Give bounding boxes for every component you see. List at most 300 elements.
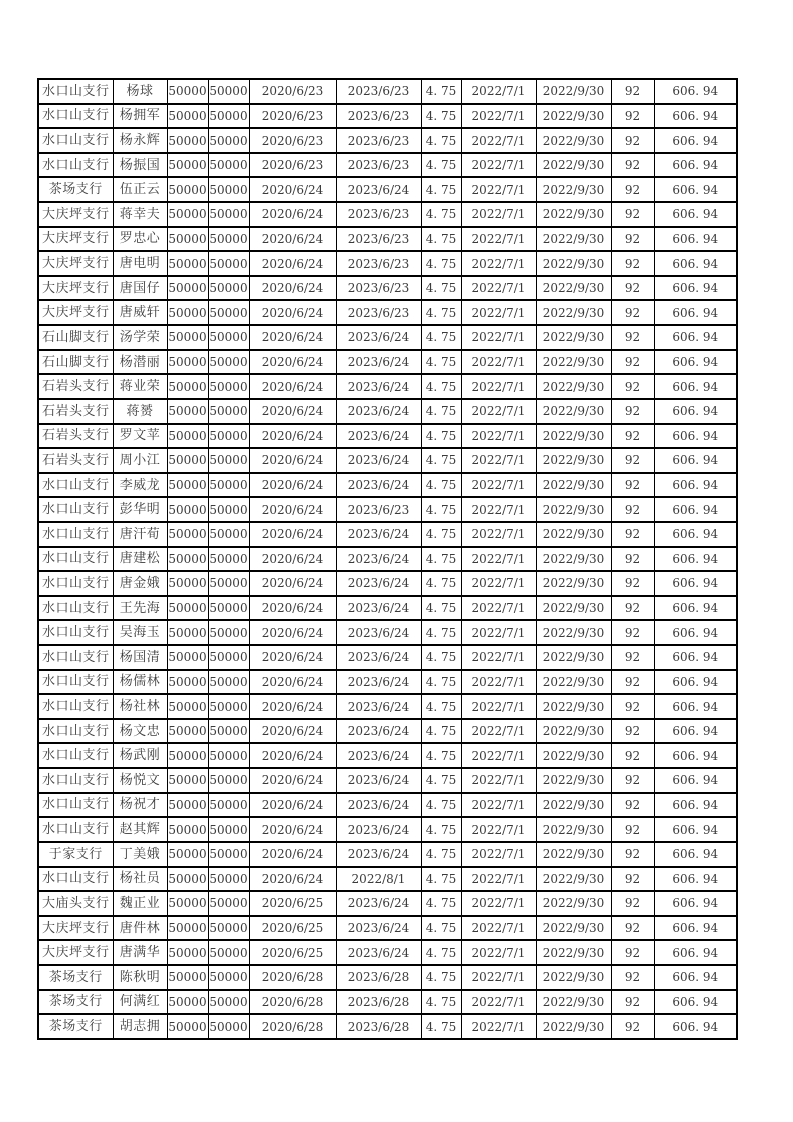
- cell-issue-date: 2020/6/24: [249, 300, 336, 325]
- cell-issue-date: 2020/6/24: [249, 522, 336, 547]
- cell-days: 92: [611, 227, 654, 252]
- cell-name: 杨社林: [113, 694, 167, 719]
- cell-issue-date: 2020/6/23: [249, 153, 336, 178]
- cell-issue-date: 2020/6/28: [249, 990, 336, 1015]
- cell-amount: 50000: [167, 202, 208, 227]
- cell-days: 92: [611, 128, 654, 153]
- cell-interest-start-date: 2022/7/1: [461, 227, 536, 252]
- cell-branch: 大庆坪支行: [38, 251, 113, 276]
- cell-amount: 50000: [167, 128, 208, 153]
- cell-amount: 50000: [167, 743, 208, 768]
- cell-issue-date: 2020/6/24: [249, 202, 336, 227]
- cell-interest: 606. 94: [654, 202, 737, 227]
- cell-interest: 606. 94: [654, 768, 737, 793]
- cell-maturity-date: 2023/6/24: [336, 743, 421, 768]
- cell-days: 92: [611, 990, 654, 1015]
- cell-amount-2: 50000: [208, 300, 249, 325]
- cell-maturity-date: 2023/6/23: [336, 153, 421, 178]
- cell-amount: 50000: [167, 374, 208, 399]
- cell-branch: 石山脚支行: [38, 350, 113, 375]
- table-row: [38, 670, 737, 695]
- cell-name: 丁美娥: [113, 842, 167, 867]
- cell-name: 伍正云: [113, 177, 167, 202]
- cell-issue-date: 2020/6/24: [249, 645, 336, 670]
- cell-name: 杨文忠: [113, 719, 167, 744]
- table-row: [38, 177, 737, 202]
- cell-amount-2: 50000: [208, 694, 249, 719]
- cell-rate: 4. 75: [421, 620, 461, 645]
- cell-name: 周小江: [113, 448, 167, 473]
- cell-days: 92: [611, 768, 654, 793]
- cell-branch: 水口山支行: [38, 743, 113, 768]
- cell-maturity-date: 2023/6/24: [336, 817, 421, 842]
- cell-name: 唐满华: [113, 940, 167, 965]
- table-row: [38, 694, 737, 719]
- cell-amount: 50000: [167, 940, 208, 965]
- cell-amount-2: 50000: [208, 448, 249, 473]
- cell-interest-end-date: 2022/9/30: [536, 571, 611, 596]
- cell-maturity-date: 2023/6/24: [336, 842, 421, 867]
- cell-maturity-date: 2023/6/24: [336, 522, 421, 547]
- cell-rate: 4. 75: [421, 448, 461, 473]
- cell-branch: 大庆坪支行: [38, 300, 113, 325]
- cell-interest-start-date: 2022/7/1: [461, 202, 536, 227]
- cell-interest-end-date: 2022/9/30: [536, 128, 611, 153]
- cell-issue-date: 2020/6/24: [249, 374, 336, 399]
- cell-days: 92: [611, 177, 654, 202]
- cell-amount-2: 50000: [208, 793, 249, 818]
- cell-rate: 4. 75: [421, 473, 461, 498]
- cell-interest-start-date: 2022/7/1: [461, 670, 536, 695]
- cell-amount-2: 50000: [208, 227, 249, 252]
- cell-interest-end-date: 2022/9/30: [536, 153, 611, 178]
- cell-name: 唐金娥: [113, 571, 167, 596]
- table-row: [38, 990, 737, 1015]
- cell-issue-date: 2020/6/24: [249, 177, 336, 202]
- cell-interest: 606. 94: [654, 547, 737, 572]
- cell-issue-date: 2020/6/24: [249, 424, 336, 449]
- cell-interest-start-date: 2022/7/1: [461, 817, 536, 842]
- cell-amount-2: 50000: [208, 522, 249, 547]
- cell-days: 92: [611, 793, 654, 818]
- cell-interest-end-date: 2022/9/30: [536, 768, 611, 793]
- cell-maturity-date: 2023/6/24: [336, 645, 421, 670]
- cell-interest: 606. 94: [654, 104, 737, 129]
- cell-rate: 4. 75: [421, 177, 461, 202]
- cell-interest-end-date: 2022/9/30: [536, 990, 611, 1015]
- cell-maturity-date: 2023/6/24: [336, 374, 421, 399]
- cell-interest-end-date: 2022/9/30: [536, 891, 611, 916]
- cell-branch: 大庆坪支行: [38, 940, 113, 965]
- cell-interest-start-date: 2022/7/1: [461, 571, 536, 596]
- cell-name: 唐建松: [113, 547, 167, 572]
- cell-interest-start-date: 2022/7/1: [461, 768, 536, 793]
- cell-amount-2: 50000: [208, 473, 249, 498]
- cell-interest-start-date: 2022/7/1: [461, 153, 536, 178]
- cell-issue-date: 2020/6/24: [249, 768, 336, 793]
- cell-amount-2: 50000: [208, 424, 249, 449]
- cell-interest-end-date: 2022/9/30: [536, 104, 611, 129]
- cell-issue-date: 2020/6/23: [249, 128, 336, 153]
- cell-interest: 606. 94: [654, 842, 737, 867]
- cell-amount: 50000: [167, 177, 208, 202]
- cell-interest-end-date: 2022/9/30: [536, 522, 611, 547]
- cell-rate: 4. 75: [421, 670, 461, 695]
- cell-interest-start-date: 2022/7/1: [461, 719, 536, 744]
- cell-interest-end-date: 2022/9/30: [536, 79, 611, 104]
- cell-branch: 水口山支行: [38, 571, 113, 596]
- cell-days: 92: [611, 473, 654, 498]
- cell-interest-start-date: 2022/7/1: [461, 374, 536, 399]
- cell-branch: 水口山支行: [38, 867, 113, 892]
- cell-amount: 50000: [167, 916, 208, 941]
- cell-issue-date: 2020/6/24: [249, 719, 336, 744]
- cell-maturity-date: 2023/6/28: [336, 1014, 421, 1039]
- cell-name: 杨社员: [113, 867, 167, 892]
- cell-branch: 石岩头支行: [38, 399, 113, 424]
- table-row: [38, 325, 737, 350]
- cell-interest-start-date: 2022/7/1: [461, 104, 536, 129]
- cell-issue-date: 2020/6/24: [249, 448, 336, 473]
- cell-amount-2: 50000: [208, 916, 249, 941]
- cell-branch: 水口山支行: [38, 128, 113, 153]
- cell-maturity-date: 2023/6/28: [336, 965, 421, 990]
- cell-interest-start-date: 2022/7/1: [461, 620, 536, 645]
- table-row: [38, 300, 737, 325]
- cell-interest-end-date: 2022/9/30: [536, 620, 611, 645]
- cell-rate: 4. 75: [421, 842, 461, 867]
- cell-interest: 606. 94: [654, 424, 737, 449]
- cell-interest-end-date: 2022/9/30: [536, 719, 611, 744]
- cell-issue-date: 2020/6/23: [249, 104, 336, 129]
- cell-issue-date: 2020/6/24: [249, 350, 336, 375]
- cell-amount-2: 50000: [208, 571, 249, 596]
- cell-amount-2: 50000: [208, 350, 249, 375]
- cell-maturity-date: 2023/6/24: [336, 424, 421, 449]
- cell-interest-start-date: 2022/7/1: [461, 399, 536, 424]
- cell-interest: 606. 94: [654, 374, 737, 399]
- cell-amount-2: 50000: [208, 276, 249, 301]
- cell-amount: 50000: [167, 670, 208, 695]
- cell-interest-end-date: 2022/9/30: [536, 965, 611, 990]
- cell-branch: 大庆坪支行: [38, 227, 113, 252]
- cell-amount-2: 50000: [208, 202, 249, 227]
- cell-interest: 606. 94: [654, 276, 737, 301]
- cell-interest: 606. 94: [654, 177, 737, 202]
- cell-name: 杨武刚: [113, 743, 167, 768]
- cell-branch: 茶场支行: [38, 1014, 113, 1039]
- cell-days: 92: [611, 965, 654, 990]
- cell-days: 92: [611, 79, 654, 104]
- cell-days: 92: [611, 202, 654, 227]
- cell-interest-start-date: 2022/7/1: [461, 251, 536, 276]
- table-row: [38, 965, 737, 990]
- cell-interest: 606. 94: [654, 251, 737, 276]
- table-row: [38, 719, 737, 744]
- cell-interest-end-date: 2022/9/30: [536, 743, 611, 768]
- cell-amount: 50000: [167, 497, 208, 522]
- cell-maturity-date: 2023/6/24: [336, 473, 421, 498]
- cell-rate: 4. 75: [421, 104, 461, 129]
- table-row: [38, 374, 737, 399]
- table-row: [38, 497, 737, 522]
- cell-rate: 4. 75: [421, 202, 461, 227]
- cell-interest-start-date: 2022/7/1: [461, 990, 536, 1015]
- cell-issue-date: 2020/6/28: [249, 965, 336, 990]
- cell-interest-end-date: 2022/9/30: [536, 694, 611, 719]
- table-row: [38, 940, 737, 965]
- cell-amount-2: 50000: [208, 670, 249, 695]
- cell-amount: 50000: [167, 448, 208, 473]
- cell-amount-2: 50000: [208, 768, 249, 793]
- cell-interest-start-date: 2022/7/1: [461, 522, 536, 547]
- cell-maturity-date: 2023/6/24: [336, 891, 421, 916]
- cell-branch: 水口山支行: [38, 645, 113, 670]
- cell-maturity-date: 2023/6/24: [336, 177, 421, 202]
- table-row: [38, 743, 737, 768]
- cell-interest-start-date: 2022/7/1: [461, 497, 536, 522]
- cell-interest: 606. 94: [654, 645, 737, 670]
- cell-rate: 4. 75: [421, 79, 461, 104]
- table-row: [38, 916, 737, 941]
- cell-branch: 水口山支行: [38, 153, 113, 178]
- cell-branch: 水口山支行: [38, 768, 113, 793]
- loan-table-body: [38, 79, 737, 1039]
- cell-name: 杨永辉: [113, 128, 167, 153]
- cell-maturity-date: 2023/6/24: [336, 596, 421, 621]
- cell-branch: 水口山支行: [38, 522, 113, 547]
- cell-amount: 50000: [167, 104, 208, 129]
- cell-rate: 4. 75: [421, 374, 461, 399]
- cell-interest: 606. 94: [654, 793, 737, 818]
- cell-interest-end-date: 2022/9/30: [536, 202, 611, 227]
- cell-name: 魏正业: [113, 891, 167, 916]
- cell-amount: 50000: [167, 793, 208, 818]
- cell-name: 蒋幸夫: [113, 202, 167, 227]
- cell-days: 92: [611, 547, 654, 572]
- cell-amount-2: 50000: [208, 177, 249, 202]
- cell-interest-start-date: 2022/7/1: [461, 916, 536, 941]
- cell-branch: 水口山支行: [38, 694, 113, 719]
- cell-rate: 4. 75: [421, 300, 461, 325]
- cell-branch: 水口山支行: [38, 497, 113, 522]
- cell-name: 罗忠心: [113, 227, 167, 252]
- cell-maturity-date: 2023/6/24: [336, 768, 421, 793]
- cell-interest: 606. 94: [654, 916, 737, 941]
- table-row: [38, 424, 737, 449]
- cell-amount: 50000: [167, 424, 208, 449]
- cell-amount-2: 50000: [208, 719, 249, 744]
- cell-maturity-date: 2023/6/23: [336, 276, 421, 301]
- cell-amount-2: 50000: [208, 817, 249, 842]
- cell-interest-end-date: 2022/9/30: [536, 276, 611, 301]
- cell-issue-date: 2020/6/24: [249, 694, 336, 719]
- cell-days: 92: [611, 817, 654, 842]
- cell-issue-date: 2020/6/24: [249, 547, 336, 572]
- cell-name: 陈秋明: [113, 965, 167, 990]
- cell-amount: 50000: [167, 251, 208, 276]
- cell-amount: 50000: [167, 891, 208, 916]
- table-row: [38, 867, 737, 892]
- cell-interest-end-date: 2022/9/30: [536, 177, 611, 202]
- cell-maturity-date: 2023/6/23: [336, 251, 421, 276]
- table-row: [38, 768, 737, 793]
- cell-rate: 4. 75: [421, 227, 461, 252]
- loan-table: [37, 78, 738, 1040]
- table-row: [38, 473, 737, 498]
- cell-amount: 50000: [167, 719, 208, 744]
- cell-days: 92: [611, 276, 654, 301]
- cell-branch: 茶场支行: [38, 990, 113, 1015]
- cell-days: 92: [611, 620, 654, 645]
- cell-interest-start-date: 2022/7/1: [461, 793, 536, 818]
- table-row: [38, 448, 737, 473]
- cell-interest: 606. 94: [654, 620, 737, 645]
- cell-maturity-date: 2023/6/23: [336, 79, 421, 104]
- cell-interest: 606. 94: [654, 522, 737, 547]
- cell-interest-start-date: 2022/7/1: [461, 350, 536, 375]
- table-row: [38, 842, 737, 867]
- cell-rate: 4. 75: [421, 325, 461, 350]
- cell-name: 杨儒林: [113, 670, 167, 695]
- table-row: [38, 79, 737, 104]
- cell-interest: 606. 94: [654, 497, 737, 522]
- cell-rate: 4. 75: [421, 891, 461, 916]
- cell-interest-end-date: 2022/9/30: [536, 940, 611, 965]
- cell-amount: 50000: [167, 596, 208, 621]
- cell-branch: 水口山支行: [38, 817, 113, 842]
- cell-issue-date: 2020/6/24: [249, 620, 336, 645]
- cell-interest: 606. 94: [654, 350, 737, 375]
- cell-branch: 于家支行: [38, 842, 113, 867]
- cell-interest-start-date: 2022/7/1: [461, 1014, 536, 1039]
- cell-interest-start-date: 2022/7/1: [461, 694, 536, 719]
- table-row: [38, 596, 737, 621]
- cell-interest: 606. 94: [654, 719, 737, 744]
- cell-rate: 4. 75: [421, 276, 461, 301]
- cell-rate: 4. 75: [421, 596, 461, 621]
- cell-interest-start-date: 2022/7/1: [461, 743, 536, 768]
- cell-days: 92: [611, 497, 654, 522]
- cell-maturity-date: 2023/6/23: [336, 300, 421, 325]
- cell-amount-2: 50000: [208, 153, 249, 178]
- cell-rate: 4. 75: [421, 743, 461, 768]
- cell-interest-start-date: 2022/7/1: [461, 325, 536, 350]
- table-row: [38, 399, 737, 424]
- cell-interest: 606. 94: [654, 571, 737, 596]
- cell-amount: 50000: [167, 990, 208, 1015]
- cell-interest: 606. 94: [654, 448, 737, 473]
- cell-rate: 4. 75: [421, 817, 461, 842]
- cell-branch: 石山脚支行: [38, 325, 113, 350]
- cell-branch: 水口山支行: [38, 670, 113, 695]
- cell-issue-date: 2020/6/24: [249, 473, 336, 498]
- cell-days: 92: [611, 350, 654, 375]
- cell-interest-start-date: 2022/7/1: [461, 177, 536, 202]
- cell-interest-start-date: 2022/7/1: [461, 842, 536, 867]
- cell-amount: 50000: [167, 965, 208, 990]
- cell-maturity-date: 2023/6/24: [336, 325, 421, 350]
- cell-rate: 4. 75: [421, 694, 461, 719]
- table-row: [38, 571, 737, 596]
- cell-amount: 50000: [167, 620, 208, 645]
- cell-name: 蒋赟: [113, 399, 167, 424]
- cell-interest: 606. 94: [654, 990, 737, 1015]
- cell-amount: 50000: [167, 867, 208, 892]
- cell-rate: 4. 75: [421, 399, 461, 424]
- cell-maturity-date: 2023/6/24: [336, 719, 421, 744]
- cell-interest: 606. 94: [654, 670, 737, 695]
- cell-interest-start-date: 2022/7/1: [461, 276, 536, 301]
- cell-name: 杨拥军: [113, 104, 167, 129]
- cell-rate: 4. 75: [421, 1014, 461, 1039]
- cell-name: 赵其辉: [113, 817, 167, 842]
- cell-amount: 50000: [167, 645, 208, 670]
- cell-amount-2: 50000: [208, 547, 249, 572]
- cell-interest-start-date: 2022/7/1: [461, 645, 536, 670]
- cell-branch: 水口山支行: [38, 596, 113, 621]
- cell-amount: 50000: [167, 842, 208, 867]
- cell-issue-date: 2020/6/23: [249, 79, 336, 104]
- table-row: [38, 522, 737, 547]
- cell-amount-2: 50000: [208, 940, 249, 965]
- cell-issue-date: 2020/6/24: [249, 867, 336, 892]
- table-row: [38, 350, 737, 375]
- cell-maturity-date: 2023/6/24: [336, 670, 421, 695]
- cell-branch: 水口山支行: [38, 104, 113, 129]
- table-row: [38, 620, 737, 645]
- cell-amount-2: 50000: [208, 867, 249, 892]
- cell-amount: 50000: [167, 817, 208, 842]
- cell-amount: 50000: [167, 547, 208, 572]
- cell-interest: 606. 94: [654, 227, 737, 252]
- cell-interest: 606. 94: [654, 153, 737, 178]
- cell-rate: 4. 75: [421, 965, 461, 990]
- cell-interest-end-date: 2022/9/30: [536, 350, 611, 375]
- cell-interest-end-date: 2022/9/30: [536, 596, 611, 621]
- cell-interest-end-date: 2022/9/30: [536, 645, 611, 670]
- cell-branch: 茶场支行: [38, 177, 113, 202]
- cell-interest-start-date: 2022/7/1: [461, 596, 536, 621]
- table-row: [38, 1014, 737, 1039]
- cell-amount: 50000: [167, 522, 208, 547]
- cell-issue-date: 2020/6/25: [249, 916, 336, 941]
- table-row: [38, 891, 737, 916]
- cell-name: 杨悦文: [113, 768, 167, 793]
- cell-amount: 50000: [167, 227, 208, 252]
- cell-name: 唐电明: [113, 251, 167, 276]
- table-row: [38, 202, 737, 227]
- cell-interest: 606. 94: [654, 596, 737, 621]
- cell-days: 92: [611, 571, 654, 596]
- cell-rate: 4. 75: [421, 867, 461, 892]
- cell-days: 92: [611, 596, 654, 621]
- cell-maturity-date: 2023/6/23: [336, 202, 421, 227]
- cell-rate: 4. 75: [421, 793, 461, 818]
- cell-interest: 606. 94: [654, 965, 737, 990]
- cell-amount-2: 50000: [208, 1014, 249, 1039]
- table-row: [38, 817, 737, 842]
- cell-days: 92: [611, 325, 654, 350]
- cell-amount-2: 50000: [208, 965, 249, 990]
- cell-amount: 50000: [167, 1014, 208, 1039]
- cell-name: 杨潜丽: [113, 350, 167, 375]
- cell-amount-2: 50000: [208, 891, 249, 916]
- cell-name: 唐国仔: [113, 276, 167, 301]
- cell-name: 杨振国: [113, 153, 167, 178]
- cell-name: 蒋业荣: [113, 374, 167, 399]
- cell-interest-start-date: 2022/7/1: [461, 891, 536, 916]
